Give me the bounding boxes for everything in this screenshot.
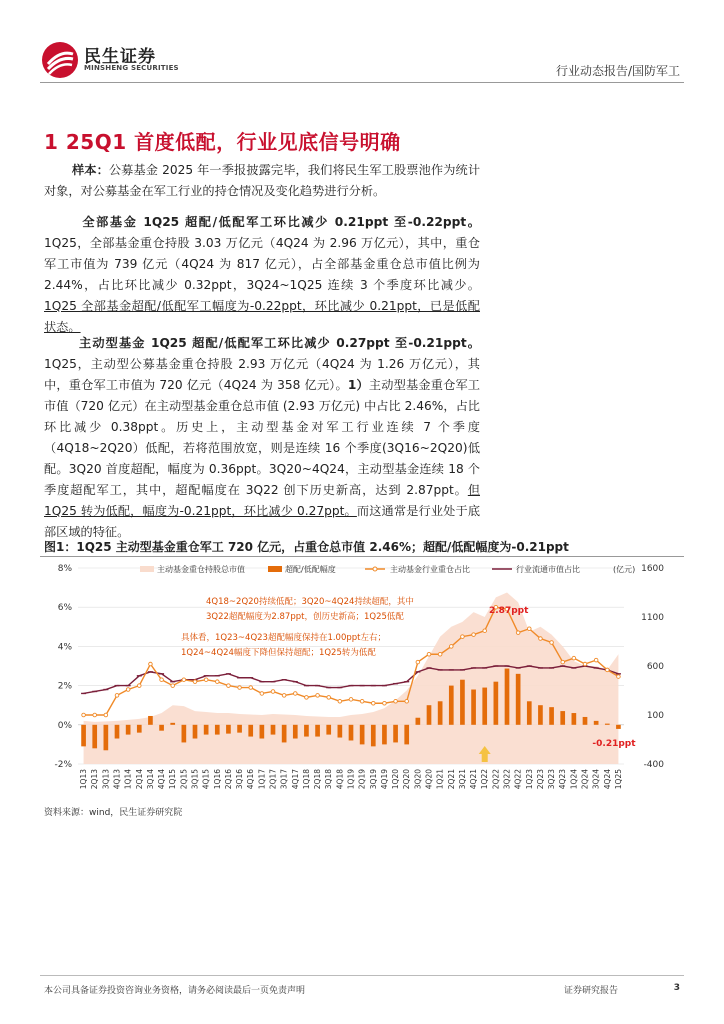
line-fund-holding-share-point [349,698,353,702]
x-axis-label: 3Q21 [457,769,467,790]
figure-divider [40,556,684,557]
x-axis-label: 1Q22 [480,769,490,790]
line-fund-holding-share-point [338,699,342,703]
line-fund-holding-share-point [204,678,208,682]
logo-mark-icon [40,40,80,80]
line-fund-holding-share-point [561,660,565,664]
line-fund-holding-share-point [605,668,609,672]
annotation-text: 3Q22超配幅度为2.87ppt，创历史新高；1Q25低配 [206,612,404,622]
legend-swatch-bar [268,566,282,572]
x-axis-label: 4Q23 [558,769,568,790]
logo-chinese-name: 民生证券 [84,47,156,67]
bar-over-under-weight [115,725,120,739]
legend-label: 主动基金行业重仓占比 [390,565,470,574]
line-fund-holding-share-point [527,627,531,631]
left-axis-tick: 4% [57,642,72,653]
bar-over-under-weight [193,725,198,739]
x-axis-label: 2Q24 [580,769,590,790]
line-fund-holding-share-point [293,692,297,696]
paragraph-body: 1Q25，主动型公募基金重仓持股 2.93 万亿元（4Q24 为 1.26 万亿元），其中，重仓军工市值为 720 亿元（4Q24 为 358 亿元）。 [44,357,480,392]
paragraph-marker: 1） [347,378,369,392]
x-axis-label: 2Q18 [313,769,323,790]
bar-over-under-weight [616,725,621,729]
line-fund-holding-share-point [416,660,420,664]
x-axis-label: 4Q19 [379,769,389,790]
annotation-text: 1Q24~4Q24幅度下降但保持超配；1Q25转为低配 [181,648,376,658]
x-axis-label: 2Q22 [491,769,501,790]
bar-over-under-weight [605,724,610,725]
line-fund-holding-share-point [238,686,242,690]
bar-over-under-weight [482,688,487,725]
x-axis-label: 4Q16 [246,769,256,790]
x-axis-label: 1Q21 [435,769,445,790]
bar-over-under-weight [81,725,86,747]
x-axis-label: 3Q20 [413,769,423,790]
combo-chart [40,558,684,798]
annotation-text: 具体看，1Q23~4Q23超配幅度保持在1.00ppt左右； [181,633,387,643]
paragraph-lead: 主动型基金 1Q25 超配/低配军工环比减少 0.27ppt 至-0.21ppt。 [79,336,480,350]
line-fund-holding-share-point [405,699,409,703]
paragraph-highlight: 1Q25 全部基金超配/低配军工幅度为-0.22ppt，环比减少 0.21ppt，已是低配状态。 [44,299,480,334]
line-fund-holding-share-point [583,662,587,666]
line-fund-holding-share-point [449,645,453,649]
bar-over-under-weight [404,725,409,745]
bar-over-under-weight [349,725,354,741]
x-axis-label: 1Q23 [524,769,534,790]
line-fund-holding-share-point [137,684,141,688]
line-fund-holding-share-point [215,680,219,684]
paragraph-tail: 而这通常是行业处于底部区域的特征。 [44,504,481,539]
bar-over-under-weight [137,725,142,733]
x-axis-label: 1Q19 [346,769,356,790]
bar-over-under-weight [371,725,376,747]
x-axis-label: 4Q22 [513,769,523,790]
line-fund-holding-share-point [82,713,86,717]
line-fund-holding-share-point [427,652,431,656]
x-axis-label: 2Q19 [357,769,367,790]
right-axis-tick: 1600 [641,564,664,574]
bar-over-under-weight [416,718,421,725]
bar-over-under-weight [293,725,298,739]
bar-over-under-weight [170,723,175,725]
x-axis-label: 1Q16 [212,769,222,790]
bar-over-under-weight [583,717,588,725]
line-fund-holding-share-point [383,701,387,705]
line-fund-holding-share-point [193,680,197,684]
line-fund-holding-share-point [371,701,375,705]
bar-over-under-weight [538,705,543,725]
page-header [0,0,724,90]
x-axis-label: 1Q13 [79,769,89,790]
bar-over-under-weight [572,713,577,725]
x-axis-label: 2Q16 [223,769,233,790]
x-axis-label: 3Q16 [235,769,245,790]
bar-over-under-weight [360,725,365,745]
bar-over-under-weight [338,725,343,738]
footer-doc-type: 证券研究报告 [564,986,619,996]
line-fund-holding-share-point [305,696,309,700]
bar-over-under-weight [494,682,499,725]
paragraph-body: 公募基金 2025 年一季报披露完毕，我们将民生军工股票池作为统计对象，对公募基金在军工行业的持仓情况及变化趋势进行分析。 [44,163,481,198]
paragraph-body-2: 主动型基金重仓军工市值（720 亿元）在主动型基金重仓总市值 (2.93 万亿元) 中占比 2.46%，占比环比减少 0.38ppt。历史上，主动型基金对军工行业连续 7 个季度（4Q18~2Q20）低配，若将范围放宽，则是连续 16 个季度(3Q16~2Q20)低配。3Q20 首度超配，幅度为 0.36ppt。3Q20~4Q24，主动型基金连续 18 个季度超配军工，其中，超配幅度在 3Q22 创下历史新高，达到 2.87ppt。 [44,378,480,497]
company-logo [40,40,190,80]
line-fund-holding-share-point [550,641,554,645]
paragraph-lead: 全部基金 1Q25 超配/低配军工环比减少 0.21ppt 至-0.22ppt。 [82,215,480,229]
header-divider [40,82,684,83]
left-axis-tick: 8% [57,564,72,574]
right-axis-tick: 1100 [641,613,664,623]
line-fund-holding-share-point [483,629,487,633]
logo-english-name: MINSHENG SECURITIES [84,64,179,72]
paragraph-highlight: 但 1Q25 转为低配，幅度为-0.21ppt，环比减少 0.27ppt。 [44,483,480,518]
legend-label: 主动基金重仓持股总市值 [157,565,245,574]
line-fund-holding-share-point [93,713,97,717]
bar-over-under-weight [527,701,532,725]
x-axis-label: 4Q13 [112,769,122,790]
bar-over-under-weight [260,725,265,739]
x-axis-label: 3Q17 [279,769,289,790]
x-axis-label: 3Q14 [145,769,155,790]
paragraph-active-funds [44,333,480,543]
left-axis-tick: -2% [54,760,72,770]
x-axis-label: 3Q23 [547,769,557,790]
x-axis-label: 1Q24 [569,769,579,790]
line-fund-holding-share-point [149,662,153,666]
x-axis-label: 3Q13 [101,769,111,790]
line-fund-holding-share-point [472,633,476,637]
paragraph-all-funds [44,212,480,338]
line-fund-holding-share-point [227,684,231,688]
line-fund-holding-share-point [115,694,119,698]
legend-unit: (亿元) [613,565,636,574]
bar-over-under-weight [104,725,109,750]
x-axis-label: 4Q15 [201,769,211,790]
x-axis-label: 3Q24 [591,769,601,790]
annotation-text: 4Q18~2Q20持续低配；3Q20~4Q24持续超配，其中 [206,597,414,607]
x-axis-label: 1Q14 [123,769,133,790]
line-fund-holding-share-point [171,684,175,688]
footer-divider [40,975,684,976]
bar-over-under-weight [248,725,253,737]
line-fund-holding-share-point [182,678,186,682]
x-axis-label: 4Q18 [335,769,345,790]
left-axis-tick: 2% [57,681,72,692]
x-axis-label: 2Q14 [134,769,144,790]
section-title: 1 25Q1 首度低配，行业见底信号明确 [44,130,401,154]
bar-over-under-weight [204,725,209,735]
legend-swatch-area [140,566,154,572]
bar-over-under-weight [505,669,510,725]
bar-over-under-weight [315,725,320,737]
bar-over-under-weight [304,725,309,737]
bar-over-under-weight [594,721,599,725]
x-axis-label: 1Q18 [301,769,311,790]
bar-over-under-weight [516,674,521,725]
line-fund-holding-share-point [539,637,543,641]
bar-over-under-weight [215,725,220,735]
x-axis-label: 2Q13 [90,769,100,790]
bar-over-under-weight [449,686,454,725]
left-axis-tick: 0% [57,720,72,731]
line-fund-holding-share-point [249,686,253,690]
bar-over-under-weight [560,711,565,725]
line-fund-holding-share-point [327,696,331,700]
right-axis-tick: -400 [643,760,664,770]
line-fund-holding-share-point [282,694,286,698]
line-fund-holding-share-point [126,688,130,692]
x-axis-label: 3Q19 [368,769,378,790]
x-axis-label: 1Q20 [391,769,401,790]
paragraph-body: 1Q25，全部基金重仓持股 3.03 万亿元（4Q24 为 2.96 万亿元），其中，重仓军工市值为 739 亿元（4Q24 为 817 亿元），占全部基金重仓总市值比例为 2.44%，占比环比减少 0.32ppt，3Q24~1Q25 连续 3 个季度环比减少。 [44,236,480,292]
bar-over-under-weight [226,725,231,734]
bar-over-under-weight [427,705,432,725]
bar-over-under-weight [282,725,287,743]
x-axis-label: 2Q17 [268,769,278,790]
x-axis-label: 4Q24 [602,769,612,790]
line-fund-holding-share-point [316,694,320,698]
report-category: 行业动态报告/国防军工 [555,64,680,78]
x-axis-label: 3Q18 [324,769,334,790]
paragraph-sample [44,160,480,202]
bar-over-under-weight [471,690,476,725]
bar-over-under-weight [182,725,187,743]
line-fund-holding-share-point [360,699,364,703]
bar-over-under-weight [126,725,131,735]
x-axis-label: 1Q17 [257,769,267,790]
legend-label: 行业流通市值占比 [516,565,580,574]
line-fund-holding-share-point [160,678,164,682]
line-fund-holding-share-point [461,635,465,639]
figure-source: 资料来源：wind，民生证券研究院 [44,808,183,818]
bar-over-under-weight [148,716,153,725]
x-axis-label: 4Q21 [469,769,479,790]
line-fund-holding-share-point [260,692,264,696]
bar-over-under-weight [92,725,97,749]
figure-title: 图1：1Q25 主动型基金重仓军工 720 亿元，占重仓总市值 2.46%；超配/低配幅度为-0.21ppt [44,540,569,554]
line-fund-holding-share-point [438,652,442,656]
x-axis-label: 2Q15 [179,769,189,790]
bar-over-under-weight [549,707,554,725]
line-fund-holding-share-point [617,675,621,679]
bar-over-under-weight [326,725,331,735]
bar-over-under-weight [460,680,465,725]
bar-over-under-weight [159,725,164,731]
x-axis-label: 1Q25 [613,769,623,790]
line-fund-holding-share-point [516,631,520,635]
bar-over-under-weight [393,725,398,743]
bar-over-under-weight [271,725,276,735]
x-axis-label: 4Q20 [424,769,434,790]
x-axis-label: 2Q20 [402,769,412,790]
right-axis-tick: 100 [646,711,664,721]
paragraph-lead: 样本： [71,163,109,177]
line-fund-holding-share-point [104,713,108,717]
right-axis-tick: 600 [646,662,664,672]
left-axis-tick: 6% [57,603,72,614]
end-label: -0.21ppt [592,738,636,749]
line-fund-holding-share-point [572,656,576,660]
x-axis-label: 2Q21 [446,769,456,790]
bar-over-under-weight [438,701,443,725]
x-axis-label: 2Q23 [535,769,545,790]
peak-label: 2.87ppt [489,606,529,617]
x-axis-label: 4Q14 [157,769,167,790]
x-axis-label: 3Q15 [190,769,200,790]
line-fund-holding-share-point [594,658,598,662]
line-fund-holding-share-point [271,690,275,694]
bar-over-under-weight [382,725,387,745]
legend-label: 超配/低配幅度 [285,565,336,574]
x-axis-label: 4Q17 [290,769,300,790]
bar-over-under-weight [237,725,242,733]
legend-swatch-marker [373,567,377,571]
page-number: 3 [673,983,680,993]
line-fund-holding-share-point [394,699,398,703]
x-axis-label: 3Q22 [502,769,512,790]
footer-disclaimer: 本公司具备证券投资咨询业务资格，请务必阅读最后一页免责声明 [44,986,306,996]
x-axis-label: 1Q15 [168,769,178,790]
